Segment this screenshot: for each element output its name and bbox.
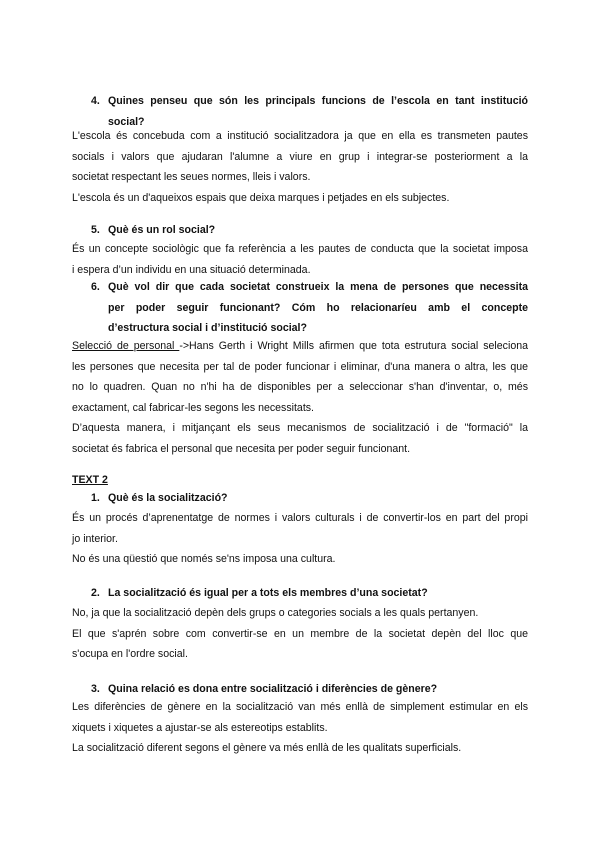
text2-answer-3: [72, 697, 528, 759]
answer-label: Selecció de personal: [72, 340, 180, 352]
answer-line: jo interior.: [72, 532, 118, 545]
answer-6: [72, 336, 528, 459]
answer-4: [72, 126, 528, 208]
question-text: Què és un rol social?: [108, 224, 216, 236]
question-text: Què és la socialització?: [108, 492, 228, 504]
question-text: Què vol dir que cada societat construeix la mena de persones que necessita: [108, 281, 528, 293]
answer-line: El que s'aprén sobre com convertir-se en un membre de la societat depèn del lloc que: [72, 627, 528, 640]
answer-line: s'ocupa en l'ordre social.: [72, 648, 188, 660]
answer-line: Les diferències de gènere en la socialització van més enllà de simplement estimular en els: [72, 701, 528, 713]
answer-line: societat respectant les seues normes, lleis i valors.: [72, 171, 311, 183]
answer-line: exactament, cal fabricar-les segons les necessitats.: [72, 401, 315, 414]
answer-line: És un procés d’aprenentatge de normes i valors culturals i de convertir-los en part del propi: [72, 512, 528, 524]
text2-question-1: [91, 488, 528, 509]
answer-line: D’aquesta manera, i mitjançant els seus mecanismos de socialització i de "formació" la: [72, 422, 528, 434]
question-6: [91, 277, 528, 339]
question-number: 3.: [91, 683, 100, 695]
question-text: Quina relació es dona entre socialització i diferències de gènere?: [108, 683, 438, 695]
question-text: Quines penseu que són les principals funcions de l’escola en tant institució: [108, 95, 528, 107]
question-number: 1.: [91, 492, 100, 504]
answer-line: No, ja que la socialització depèn dels grups o categories socials a les quals pertanyen.: [72, 607, 479, 619]
question-number: 2.: [91, 587, 100, 599]
answer-line: No és una qüestió que només se'ns imposa una cultura.: [72, 553, 336, 565]
text2-answer-2: [72, 603, 528, 665]
answer-line: i espera d’un individu en una situació determinada.: [72, 263, 311, 276]
question-number: 5.: [91, 224, 100, 236]
answer-line: les persones que necesita per tal de poder funcionar i eliminar, d'una manera o altra, les que: [72, 360, 528, 373]
answer-line: És un concepte sociològic que fa referència a les pautes de conducta que la societat imposa: [72, 243, 528, 255]
answer-line: xiquets i xiquetes a ajustar-se als estereotips establits.: [72, 721, 328, 734]
section-heading: TEXT 2: [72, 474, 108, 486]
question-number: 4.: [91, 95, 100, 107]
answer-line: societat és fabrica el personal que necesita per poder seguir funcionant.: [72, 442, 411, 455]
answer-line: ->Hans Gerth i Wright Mills afirmen que tota estrutura social seleciona: [179, 340, 528, 352]
answer-line: no lo quadren. Quan no n'hi ha de disponibles per a seleccionar s'han d'inventar, o, més: [72, 381, 528, 393]
answer-line: L'escola és un d'aqueixos espais que deixa marques i petjades en els subjectes.: [72, 191, 450, 204]
answer-line: L'escola és concebuda com a institució socialitzadora ja que en ella es transmeten pautes: [72, 130, 528, 142]
text2-answer-1: [72, 508, 528, 570]
question-text: social?: [108, 115, 145, 128]
question-text: La socialització és igual per a tots els membres d’una societat?: [108, 587, 428, 599]
question-text: d’estructura social i d’institució social?: [108, 322, 307, 334]
text2-question-2: [91, 583, 528, 604]
answer-line: La socialització diferent segons el gènere va més enllà de les qualitats superficials.: [72, 742, 462, 754]
question-text: per poder seguir funcionant? Cóm ho relacionaríeu amb el concepte: [108, 301, 528, 314]
question-number: 6.: [91, 281, 100, 293]
question-5: [91, 220, 528, 241]
answer-line: socials i valors que ajudaran l'alumne a viure en grup i integrar-se posteriorment a la: [72, 150, 528, 163]
answer-5: [72, 239, 528, 280]
